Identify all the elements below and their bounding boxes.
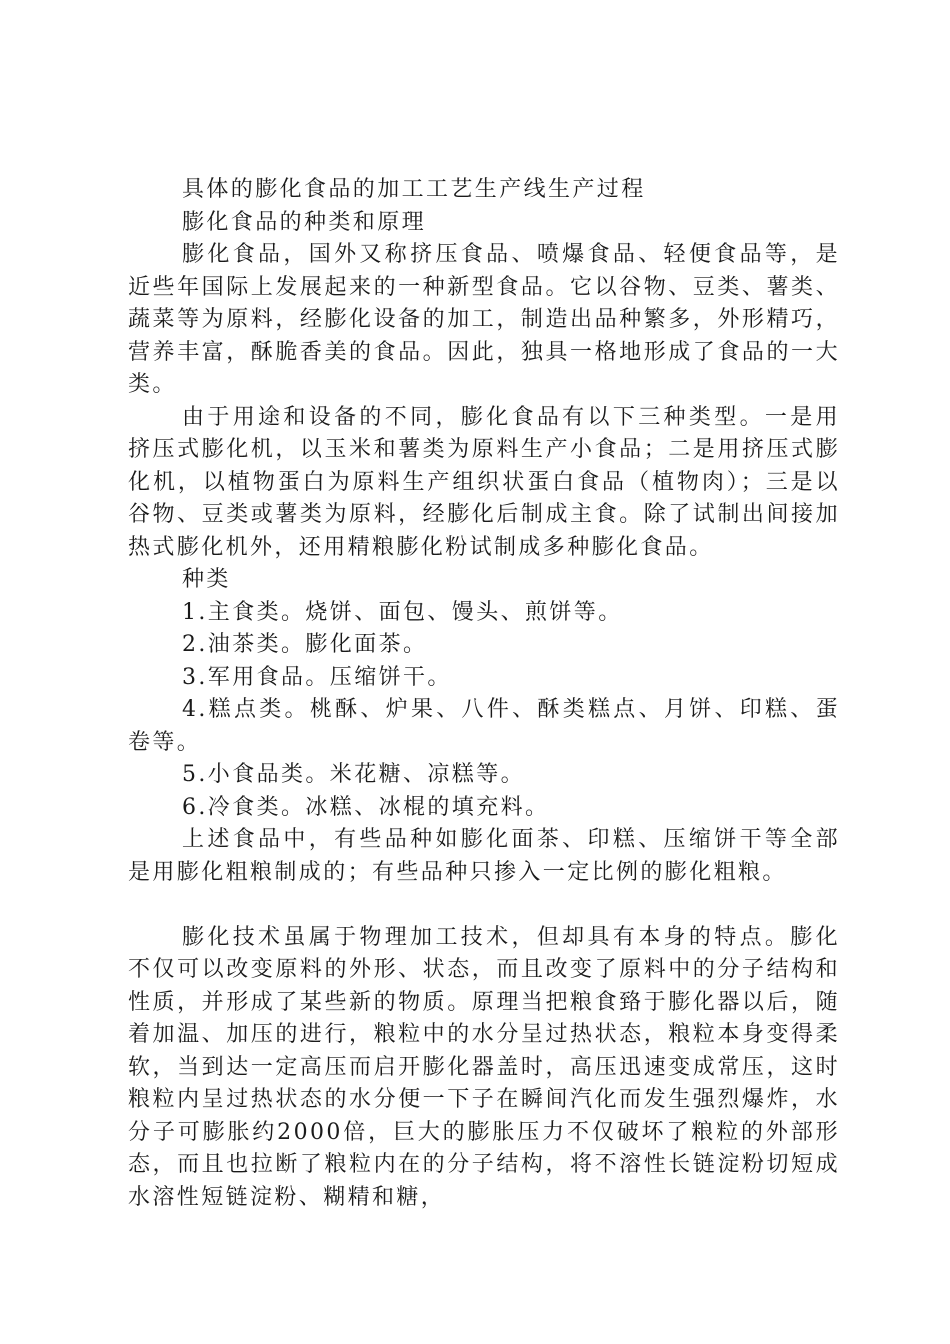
- principle-paragraph: 膨化技术虽属于物理加工技术，但却具有本身的特点。膨化不仅可以改变原料的外形、状态，而且改变了原料中的分子结构和性质，并形成了某些新的物质。原理当把粮食臵于膨化器以后，随着加温、加压的进行，粮粒中的水分呈过热状态，粮粒本身变得柔软，当到达一定高压而启开膨化器盖时，高压迅速变成常压，这时粮粒内呈过热状态的水分便一下子在瞬间汽化而发生强烈爆炸，水分子可膨胀约2000倍，巨大的膨胀压力不仅破坏了粮粒的外部形态，而且也拉断了粮粒内在的分子结构，将不溶性长链淀粉切短成水溶性短链淀粉、糊精和糖，: [128, 924, 840, 1210]
- list-item: 1.主食类。烧饼、面包、馒头、煎饼等。: [182, 599, 623, 625]
- types-heading: 种类: [182, 567, 231, 592]
- list-item: 2.油茶类。膨化面茶。: [182, 632, 428, 657]
- section-heading: 膨化食品的种类和原理: [182, 209, 427, 235]
- list-item: 5.小食品类。米花糖、凉糕等。: [182, 762, 525, 787]
- list-item: 6.冷食类。冰糕、冰棍的填充料。: [182, 794, 550, 820]
- document-page: [128, 174, 840, 1214]
- list-item: 4.糕点类。桃酥、炉果、八件、酥类糕点、月饼、印糕、蛋卷等。: [128, 697, 840, 755]
- summary-paragraph: 上述食品中，有些品种如膨化面茶、印糕、压缩饼干等全部是用膨化粗粮制成的；有些品种只掺入一定比例的膨化粗粮。: [128, 827, 840, 885]
- intro-paragraph: 膨化食品，国外又称挤压食品、喷爆食品、轻便食品等，是近些年国际上发展起来的一种新型食品。它以谷物、豆类、薯类、蔬菜等为原料，经膨化设备的加工，制造出品种繁多，外形精巧，营养丰富，酥脆香美的食品。因此，独具一格地形成了食品的一大类。: [128, 242, 840, 397]
- document-title: 具体的膨化食品的加工工艺生产线生产过程: [182, 177, 646, 202]
- blank-line: [128, 889, 840, 922]
- types-overview-paragraph: 由于用途和设备的不同，膨化食品有以下三种类型。一是用挤压式膨化机，以玉米和薯类为原料生产小食品；二是用挤压式膨化机，以植物蛋白为原料生产组织状蛋白食品（植物肉）；三是以谷物、豆类或薯类为原料，经膨化后制成主食。除了试制出间接加热式膨化机外，还用精粮膨化粉试制成多种膨化食品。: [128, 404, 840, 560]
- list-item: 3.军用食品。压缩饼干。: [182, 664, 452, 690]
